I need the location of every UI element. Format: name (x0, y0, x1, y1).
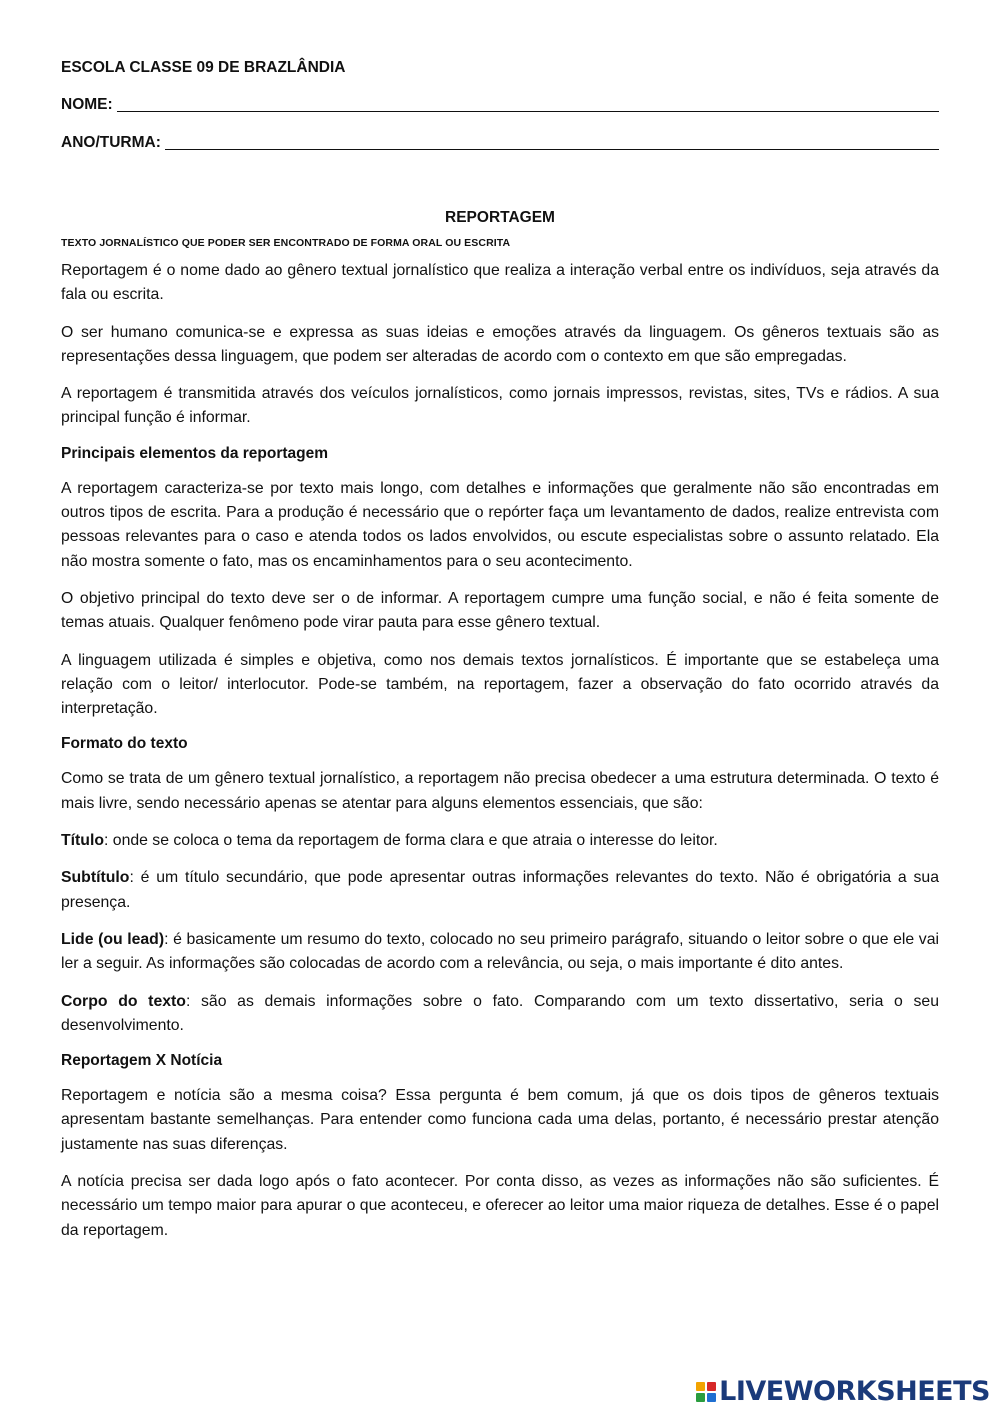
elements-paragraph: A linguagem utilizada é simples e objetiva, como nos demais textos jornalísticos. É importante que se estabeleça uma relação com o leitor/ interlocutor. Pode-se também, na reportagem, fazer a observação do fato ocorrido através da interpretação. (61, 651, 939, 718)
logo-text: LIVEWORKSHEETS (719, 1376, 990, 1407)
intro-paragraph: O ser humano comunica-se e expressa as suas ideias e emoções através da linguagem. Os gêneros textuais são as representações dessa linguagem, que podem ser alteradas de acordo com o contexto em que são empregadas. (61, 323, 939, 365)
format-intro-paragraph: Como se trata de um gênero textual jornalístico, a reportagem não precisa obedecer a uma estrutura determinada. O texto é mais livre, sendo necessário apenas se atentar para alguns elementos essenciais, que são: (61, 770, 939, 812)
section-heading-comparison: Reportagem X Notícia (61, 1052, 223, 1070)
logo-square (696, 1382, 705, 1391)
name-label: NOME: (61, 96, 113, 113)
liveworksheets-logo (696, 1376, 990, 1407)
definition-text: : é um título secundário, que pode apresentar outras informações relevantes do texto. Não é obrigatória a sua presença. (61, 869, 939, 911)
intro-paragraph: A reportagem é transmitida através dos veículos jornalísticos, como jornais impressos, revistas, sites, TVs e rádios. A sua principal função é informar. (61, 385, 939, 427)
definition-item-corpo (61, 990, 939, 1039)
definition-term: Lide (ou lead) (61, 930, 165, 948)
comparison-paragraph: Reportagem e notícia são a mesma coisa? Essa pergunta é bem comum, já que os dois tipos de gêneros textuais apresentam bastante semelhanças. Para entender como funciona cada uma delas, portanto, é necessário prestar atenção justamente nas suas diferenças. (61, 1087, 939, 1153)
definition-item-subtitulo (61, 866, 939, 915)
worksheet-page (61, 58, 939, 1256)
intro-paragraph: Reportagem é o nome dado ao gênero textual jornalístico que realiza a interação verbal entre os indivíduos, seja através da fala ou escrita. (61, 262, 939, 304)
definition-item-lide (61, 928, 939, 977)
comparison-paragraph: A notícia precisa ser dada logo após o fato acontecer. Por conta disso, as vezes as informações não são suficientes. É necessário um tempo maior para apurar o que aconteceu, e oferecer ao leitor uma maior riqueza de detalhes. Esse é o papel da reportagem. (61, 1173, 939, 1239)
logo-square (707, 1382, 716, 1391)
logo-square (707, 1393, 716, 1402)
elements-paragraph: A reportagem caracteriza-se por texto mais longo, com detalhes e informações que geralmente não são encontradas em outros tipos de escrita. Para a produção é necessário que o repórter faça um levantamento de dados, realize entrevista com pessoas relevantes para o caso e atenda todos os lados envolvidos, ou escute especialistas sobre o assunto relatado. Ela não mostra somente o fato, mas os encaminhamentos para o seu acontecimento. (61, 479, 939, 570)
definition-text: : são as demais informações sobre o fato. Comparando com um texto dissertativo, seria o seu desenvolvimento. (61, 992, 939, 1034)
document-title: REPORTAGEM (445, 209, 555, 226)
class-field (61, 133, 939, 153)
definition-item-titulo (61, 829, 939, 853)
section-heading-format: Formato do texto (61, 735, 188, 753)
section-heading-elements: Principais elementos da reportagem (61, 444, 329, 462)
liveworksheets-logo-icon (696, 1382, 716, 1402)
logo-square (696, 1393, 705, 1402)
name-field (61, 95, 939, 115)
class-blank-line (165, 135, 939, 150)
elements-paragraph: O objetivo principal do texto deve ser o de informar. A reportagem cumpre uma função social, e não é feita somente de temas atuais. Qualquer fenômeno pode virar pauta para esse gênero textual. (61, 589, 939, 632)
school-name: ESCOLA CLASSE 09 DE BRAZLÂNDIA (61, 59, 346, 76)
class-label: ANO/TURMA: (61, 134, 161, 151)
definition-term: Título (61, 832, 104, 850)
document-subtitle: TEXTO JORNALÍSTICO QUE PODER SER ENCONTRADO DE FORMA ORAL OU ESCRITA (61, 237, 511, 249)
definition-term: Corpo do texto (61, 992, 186, 1010)
definition-text: : onde se coloca o tema da reportagem de forma clara e que atraia o interesse do leitor. (104, 832, 718, 850)
definition-text: : é basicamente um resumo do texto, colocado no seu primeiro parágrafo, situando o leitor sobre o que ele vai ler a seguir. As informações são colocadas de acordo com a relevância, ou seja, o mais importante é dito antes. (61, 930, 939, 973)
definition-term: Subtítulo (61, 869, 130, 887)
name-blank-line (117, 97, 939, 112)
